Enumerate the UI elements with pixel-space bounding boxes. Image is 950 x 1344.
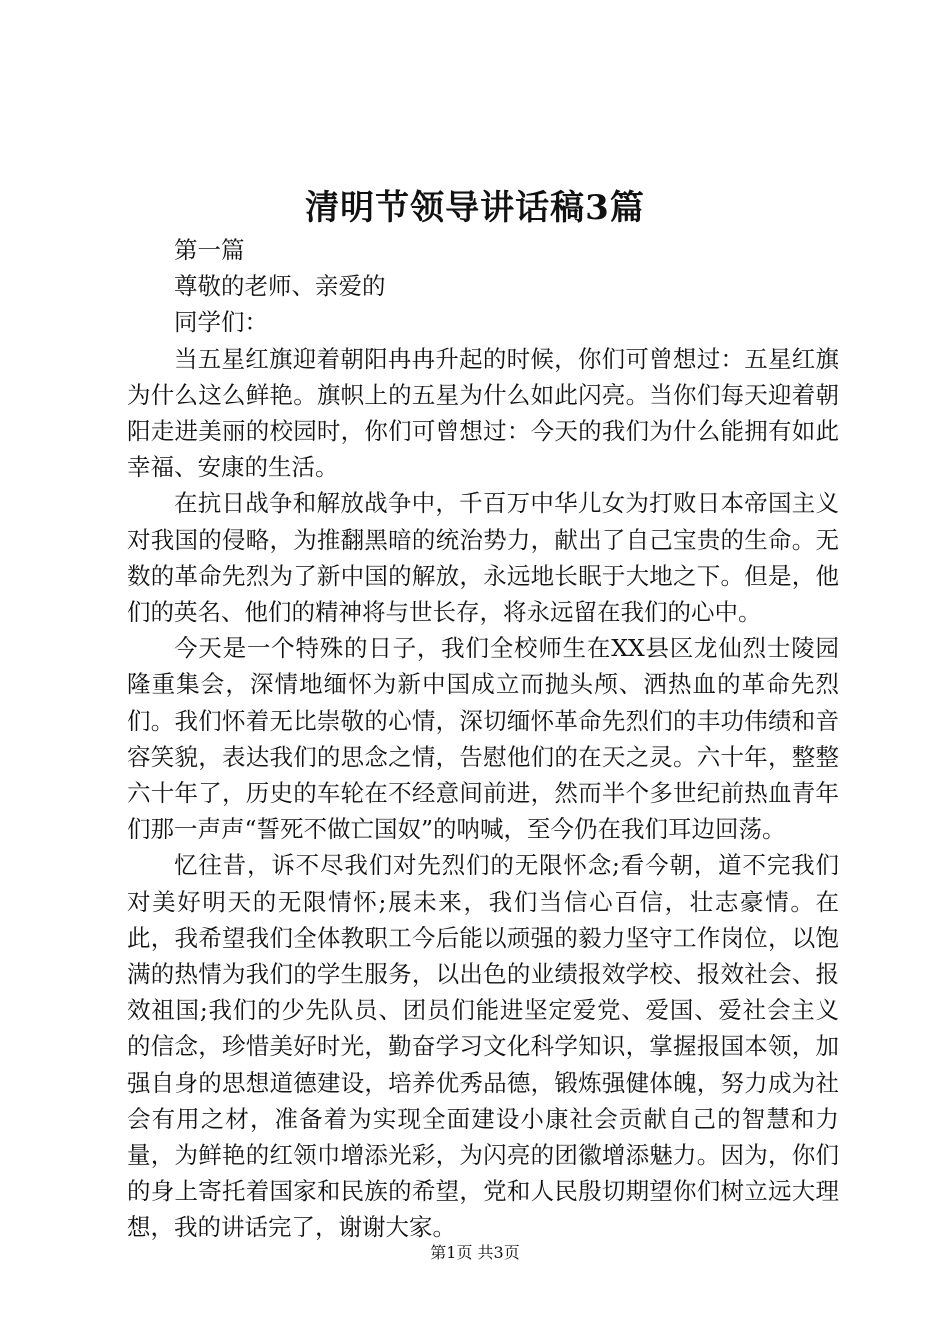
body-paragraph: 今天是一个特殊的日子，我们全校师生在XX县区龙仙烈士陵园隆重集会，深情地缅怀为新中国成立而抛头颅、洒热血的革命先烈们。我们怀着无比崇敬的心情，深切缅怀革命先烈们的丰功伟绩和音容笑貌，表达我们的思念之情，告慰他们的在天之灵。六十年，整整六十年了，历史的车轮在不经意间前进，然而半个多世纪前热血青年们那一声声“誓死不做亡国奴”的呐喊，至今仍在我们耳边回荡。 [127,634,839,844]
document-title: 清明节领导讲话稿3篇 [305,188,645,228]
body-paragraph: 当五星红旗迎着朝阳冉冉升起的时候，你们可曾想过：五星红旗为什么这么鲜艳。旗帜上的五星为什么如此闪亮。当你们每天迎着朝阳走进美丽的校园时，你们可曾想过：今天的我们为什么能拥有如此幸福、安康的生活。 [127,344,839,482]
body-paragraph: 忆往昔，诉不尽我们对先烈们的无限怀念;看今朝，道不完我们对美好明天的无限情怀;展未来，我们当信心百信，壮志豪情。在此，我希望我们全体教职工今后能以顽强的毅力坚守工作岗位，以饱满的热情为我们的学生服务，以出色的业绩报效学校、报效社会、报效祖国;我们的少先队员、团员们能进坚定爱党、爱国、爱社会主义的信念，珍惜美好时光，勤奋学习文化科学知识，掌握报国本领，加强自身的思想道德建设，培养优秀品德，锻炼强健体魄，努力成为社会有用之材，准备着为实现全面建设小康社会贡献自己的智慧和力量，为鲜艳的红领巾增添光彩，为闪亮的团徽增添魅力。因为，你们的身上寄托着国家和民族的希望，党和人民殷切期望你们树立远大理想，我的讲话完了，谢谢大家。 [127,851,839,1242]
salutation-line-1: 尊敬的老师、亲爱的 [174,272,386,301]
document-body [127,232,839,1246]
section-heading: 第一篇 [174,236,245,264]
page-footer: 第1页 共3页 [430,1243,520,1262]
salutation-line-2: 同学们： [174,308,268,337]
body-paragraph: 在抗日战争和解放战争中，千百万中华儿女为打败日本帝国主义对我国的侵略，为推翻黑暗的统治势力，献出了自己宝贵的生命。无数的革命先烈为了新中国的解放，永远地长眠于大地之下。但是，他们的英名、他们的精神将与世长存，将永远留在我们的心中。 [127,489,839,627]
